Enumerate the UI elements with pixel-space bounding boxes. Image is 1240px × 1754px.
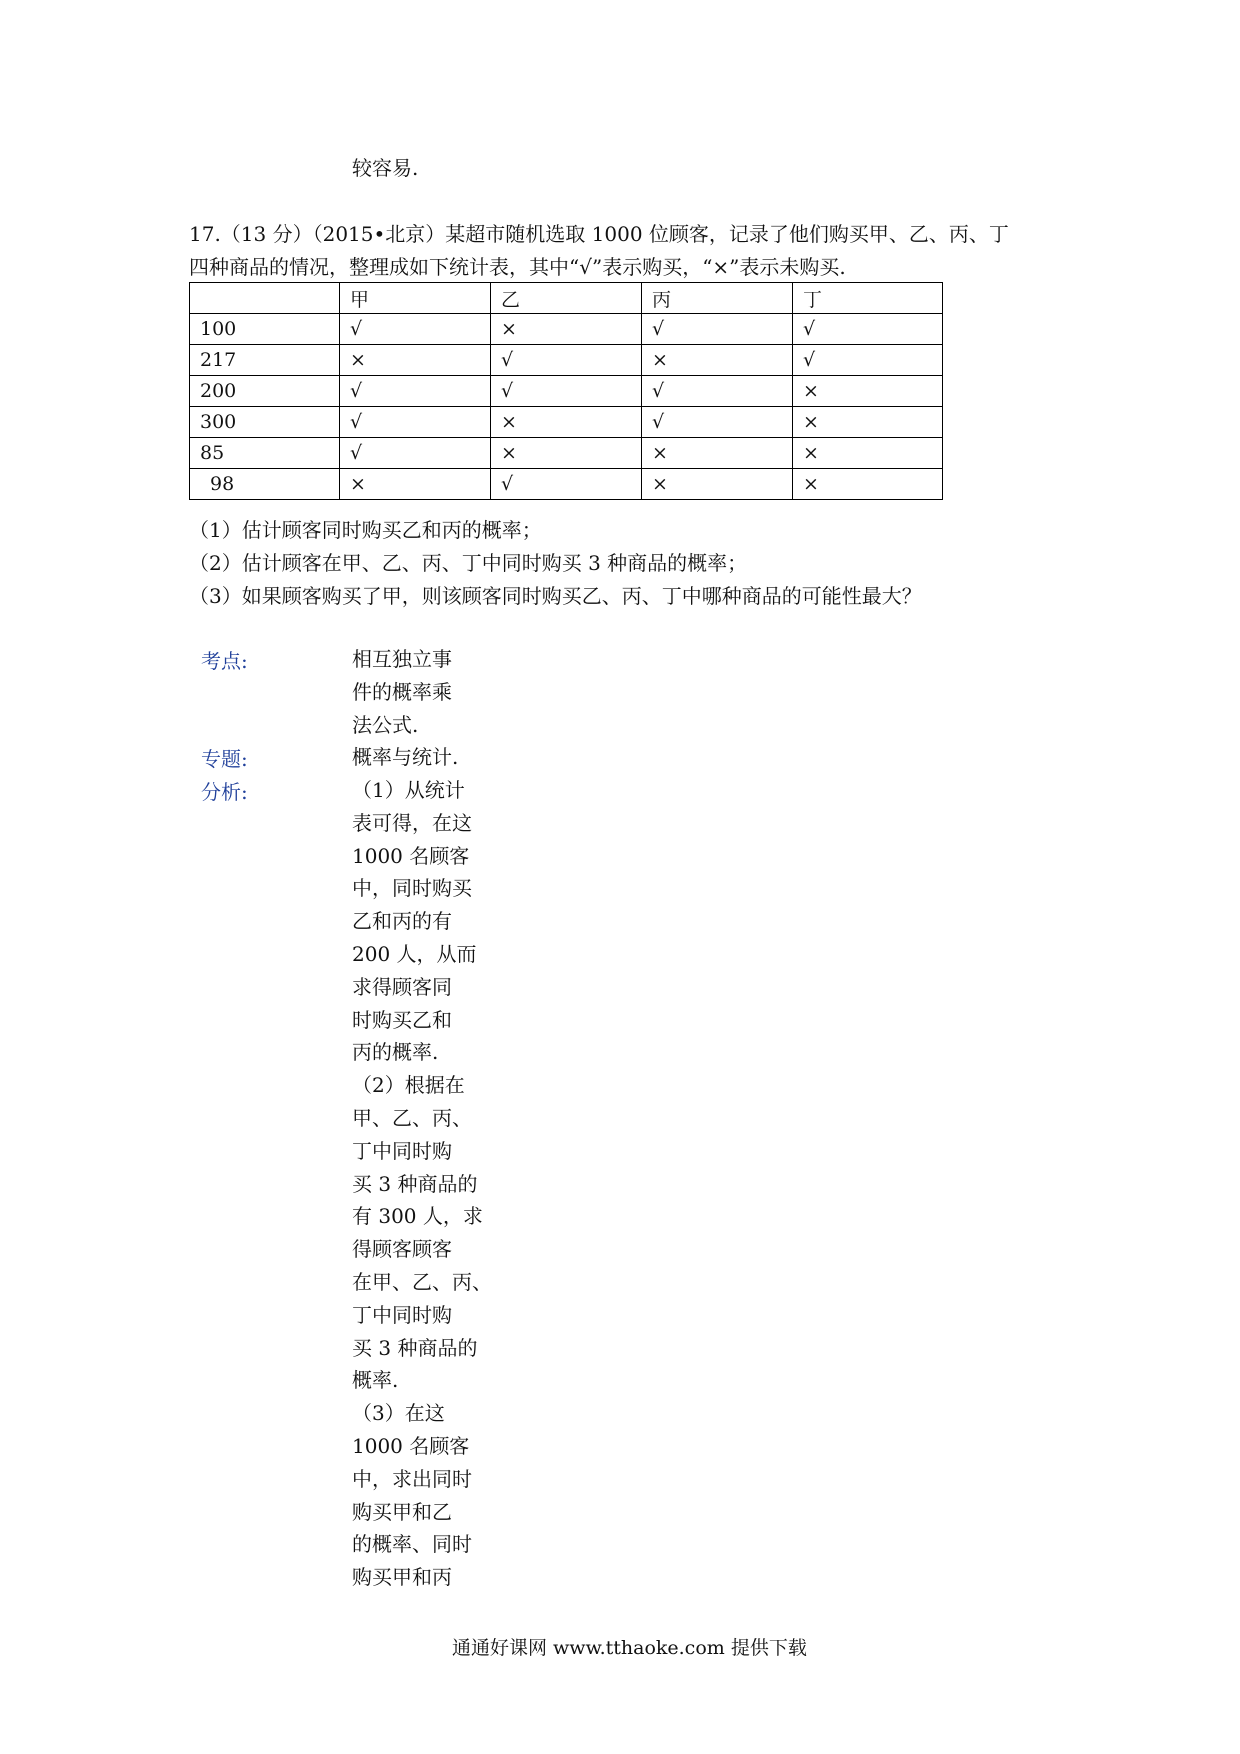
table-cell: √ xyxy=(793,314,943,345)
fenxi-line: 乙和丙的有 xyxy=(352,909,452,934)
table-cell: √ xyxy=(340,407,491,438)
fenxi-line: 买 3 种商品的 xyxy=(352,1335,478,1360)
table-cell: √ xyxy=(642,314,793,345)
fenxi-line: （2）根据在 xyxy=(352,1073,465,1098)
table-header-cell: 乙 xyxy=(491,283,642,314)
table-header-row xyxy=(190,283,943,314)
question-stem-line-2: 四种商品的情况，整理成如下统计表，其中“√”表示购买，“×”表示未购买. xyxy=(189,255,846,279)
table-cell: × xyxy=(491,407,642,438)
table-header-cell xyxy=(190,283,340,314)
table-row xyxy=(190,376,943,407)
question-stem-line-1: 17.（13 分）（2015•北京）某超市随机选取 1000 位顾客，记录了他们购买甲、乙、丙、丁 xyxy=(189,222,1009,246)
subquestion-1: （1）估计顾客同时购买乙和丙的概率； xyxy=(189,518,542,542)
table-row xyxy=(190,345,943,376)
fenxi-line: 甲、乙、丙、 xyxy=(352,1105,472,1130)
zhuanti-content xyxy=(352,741,458,774)
zhuanti-label: 专题: xyxy=(201,747,248,771)
fenxi-line: 得顾客顾客 xyxy=(352,1237,452,1262)
zhuanti-line: 概率与统计. xyxy=(352,745,459,769)
kaodian-line: 相互独立事 xyxy=(352,647,452,671)
table-cell: × xyxy=(793,376,943,407)
table-cell: √ xyxy=(793,345,943,376)
table-cell: × xyxy=(642,345,793,376)
fenxi-line: 中，同时购买 xyxy=(352,876,472,901)
fenxi-line: 有 300 人，求 xyxy=(352,1204,483,1229)
fenxi-line: 1000 名顾客 xyxy=(352,1433,470,1458)
fenxi-line: 时购买乙和 xyxy=(352,1007,452,1032)
table-cell: × xyxy=(793,469,943,500)
previous-answer-tail: 较容易. xyxy=(352,156,419,180)
table-cell: × xyxy=(793,438,943,469)
table-row xyxy=(190,407,943,438)
fenxi-line: 的概率、同时 xyxy=(352,1532,472,1557)
fenxi-line: 求得顾客同 xyxy=(352,974,452,999)
fenxi-line: （1）从统计 xyxy=(352,778,465,802)
fenxi-line: 买 3 种商品的 xyxy=(352,1171,478,1196)
fenxi-line: 1000 名顾客 xyxy=(352,843,470,868)
fenxi-line: 购买甲和乙 xyxy=(352,1499,452,1524)
table-cell: × xyxy=(340,345,491,376)
fenxi-line: 购买甲和丙 xyxy=(352,1565,452,1590)
table-cell: × xyxy=(491,438,642,469)
table-cell: √ xyxy=(642,376,793,407)
fenxi-line: 概率. xyxy=(352,1368,399,1393)
table-cell-count: 200 xyxy=(190,376,340,407)
table-cell: √ xyxy=(491,345,642,376)
fenxi-line: 丁中同时购 xyxy=(352,1302,452,1327)
fenxi-line: （3）在这 xyxy=(352,1401,445,1426)
fenxi-label: 分析: xyxy=(201,780,248,804)
fenxi-line: 表可得，在这 xyxy=(352,810,472,835)
table-cell: √ xyxy=(340,314,491,345)
table-cell: √ xyxy=(491,469,642,500)
kaodian-line: 法公式. xyxy=(352,712,419,737)
table-cell: × xyxy=(642,469,793,500)
page-footer: 通通好课网 www.tthaoke.com 提供下载 xyxy=(452,1637,807,1659)
purchase-statistics-table xyxy=(189,282,943,500)
subquestion-2: （2）估计顾客在甲、乙、丙、丁中同时购买 3 种商品的概率； xyxy=(189,551,748,575)
table-row xyxy=(190,314,943,345)
table-cell-count: 217 xyxy=(190,345,340,376)
fenxi-line: 中，求出同时 xyxy=(352,1466,472,1491)
table-header-cell: 丙 xyxy=(642,283,793,314)
fenxi-line: 丁中同时购 xyxy=(352,1138,452,1163)
table-row xyxy=(190,438,943,469)
table-cell-count: 85 xyxy=(190,438,340,469)
table-header-cell: 甲 xyxy=(340,283,491,314)
subquestion-3: （3）如果顾客购买了甲，则该顾客同时购买乙、丙、丁中哪种商品的可能性最大？ xyxy=(189,584,922,608)
table-cell-count: 100 xyxy=(190,314,340,345)
kaodian-label: 考点: xyxy=(201,649,248,673)
kaodian-line: 件的概率乘 xyxy=(352,679,452,704)
table-cell-count: 98 xyxy=(190,469,340,500)
fenxi-content xyxy=(352,774,492,1594)
table-row xyxy=(190,469,943,500)
table-cell: × xyxy=(491,314,642,345)
table-cell: √ xyxy=(491,376,642,407)
table-cell: √ xyxy=(642,407,793,438)
table-cell-count: 300 xyxy=(190,407,340,438)
fenxi-line: 丙的概率. xyxy=(352,1040,439,1065)
table-cell: √ xyxy=(340,376,491,407)
fenxi-line: 在甲、乙、丙、 xyxy=(352,1269,492,1294)
fenxi-line: 200 人，从而 xyxy=(352,941,477,966)
table-header-cell: 丁 xyxy=(793,283,943,314)
kaodian-content xyxy=(352,643,452,741)
table-cell: × xyxy=(340,469,491,500)
table-cell: √ xyxy=(340,438,491,469)
table-cell: × xyxy=(793,407,943,438)
table-cell: × xyxy=(642,438,793,469)
